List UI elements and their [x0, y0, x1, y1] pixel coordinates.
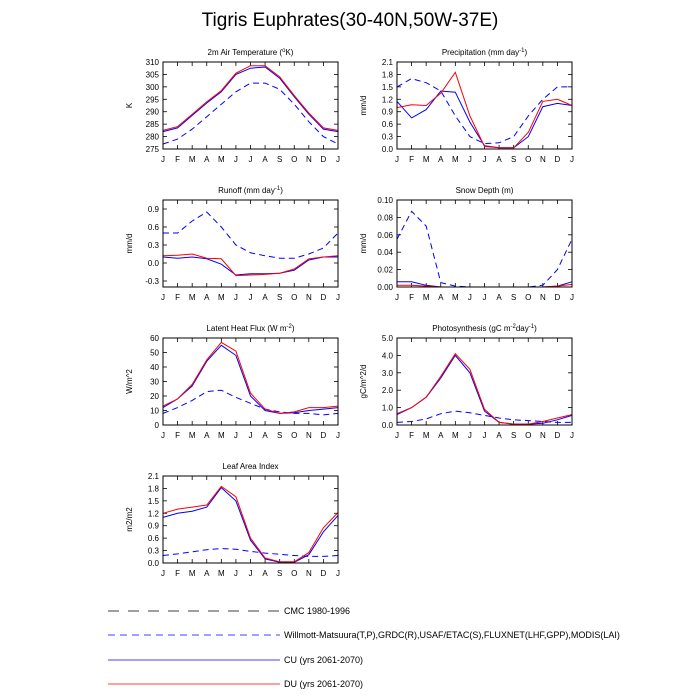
x-tick-label: D: [554, 155, 561, 164]
x-tick-label: N: [539, 155, 546, 164]
legend-item-cmc: [108, 606, 350, 616]
x-tick-label: J: [233, 155, 238, 164]
series-line-obs: [397, 211, 572, 287]
x-tick-label: J: [395, 431, 399, 440]
x-tick-label: M: [422, 155, 430, 164]
x-tick-label: J: [570, 155, 574, 164]
x-tick-label: J: [248, 431, 253, 440]
x-tick-label: O: [291, 293, 298, 302]
y-tick-label: 0.9: [147, 205, 159, 214]
y-tick-label: 4.0: [381, 351, 393, 361]
y-tick-label: 1.2: [147, 509, 159, 519]
y-tick-label: 0.3: [147, 241, 159, 250]
y-tick-label: 0.6: [147, 534, 159, 544]
x-tick-label: S: [276, 293, 283, 302]
y-tick-label: 0.00: [377, 283, 393, 292]
x-tick-label: D: [554, 293, 561, 302]
legend-item-cu: [108, 655, 363, 665]
x-tick-label: M: [188, 155, 196, 164]
x-tick-label: A: [262, 431, 268, 440]
chart-panel-0: [125, 48, 340, 164]
y-tick-label: 0.6: [147, 223, 159, 232]
x-tick-label: O: [291, 155, 298, 164]
y-tick-label: 1.2: [381, 95, 393, 105]
x-tick-label: N: [305, 155, 312, 164]
x-tick-label: M: [217, 293, 225, 302]
x-tick-label: J: [395, 155, 399, 164]
y-tick-label: 30: [150, 377, 159, 387]
y-tick-label: 1.0: [381, 403, 393, 413]
x-tick-label: J: [482, 155, 487, 164]
x-tick-label: J: [336, 155, 340, 164]
y-tick-label: 305: [145, 70, 159, 80]
chart-title: Runoff (mm day$^{-1}$): [218, 186, 283, 195]
y-tick-label: 0.06: [377, 230, 393, 240]
y-axis-label: mm/d: [125, 233, 134, 254]
x-tick-label: J: [570, 431, 574, 440]
x-tick-label: F: [409, 431, 415, 440]
y-tick-label: 1.8: [147, 484, 159, 494]
legend-item-obs: [108, 630, 620, 640]
y-tick-label: 300: [145, 82, 159, 92]
series-line-obs: [163, 83, 338, 144]
y-tick-label: 10: [150, 406, 159, 416]
x-tick-label: M: [217, 569, 225, 578]
x-tick-label: J: [482, 293, 487, 302]
x-tick-label: M: [188, 431, 196, 440]
x-tick-label: A: [204, 155, 210, 164]
y-tick-label: 1.5: [147, 496, 159, 506]
x-tick-label: S: [276, 155, 283, 164]
y-tick-label: 2.1: [147, 472, 159, 481]
y-axis-label: W/m^2: [125, 369, 134, 394]
x-tick-label: J: [161, 569, 165, 578]
legend-label: CMC 1980-1996: [284, 606, 351, 616]
y-tick-label: 3.0: [381, 368, 393, 378]
y-tick-label: 0.9: [381, 107, 393, 117]
chart-title: Photosynthesis (gC $m^{-2}day^{-1}$): [432, 324, 537, 333]
x-tick-label: F: [175, 155, 181, 164]
x-tick-label: S: [276, 431, 283, 440]
x-tick-label: N: [539, 293, 546, 302]
chart-title: Precipitation (mm day$^{-1}$): [441, 48, 528, 57]
x-tick-label: A: [262, 155, 268, 164]
x-tick-label: F: [409, 293, 415, 302]
series-line-cu: [163, 67, 338, 132]
y-tick-label: 5.0: [381, 334, 393, 343]
x-tick-label: A: [438, 155, 444, 164]
chart-title: Latent Heat Flux (W $m^{-2}$): [206, 324, 295, 333]
y-tick-label: 60: [150, 334, 159, 343]
y-tick-label: 295: [145, 95, 159, 105]
series-line-du: [397, 72, 572, 147]
x-tick-label: M: [451, 293, 459, 302]
series-line-cu: [397, 91, 572, 148]
y-tick-label: 0.6: [381, 120, 393, 130]
x-tick-label: S: [276, 569, 283, 578]
y-tick-label: 2.1: [381, 58, 393, 67]
x-tick-label: J: [467, 293, 472, 302]
x-tick-label: A: [438, 431, 444, 440]
chart-panel-2: [125, 186, 340, 302]
chart-title: Leaf Area Index: [222, 462, 279, 471]
series-line-cu: [163, 488, 338, 563]
x-tick-label: S: [510, 155, 517, 164]
y-tick-label: -0.3: [145, 277, 159, 286]
x-tick-label: F: [409, 155, 415, 164]
x-tick-label: J: [467, 155, 472, 164]
x-tick-label: A: [204, 293, 210, 302]
x-tick-label: O: [291, 431, 298, 440]
x-tick-label: A: [204, 431, 210, 440]
chart-panel-1: [359, 48, 574, 164]
x-tick-label: J: [248, 569, 253, 578]
y-tick-label: 1.8: [381, 70, 393, 80]
x-tick-label: N: [305, 569, 312, 578]
x-tick-label: J: [161, 293, 165, 302]
x-tick-label: N: [305, 431, 312, 440]
y-tick-label: 275: [145, 145, 159, 154]
y-tick-label: 285: [145, 120, 159, 130]
x-tick-label: D: [320, 569, 327, 578]
x-tick-label: A: [262, 293, 268, 302]
x-tick-label: N: [539, 431, 546, 440]
series-line-cu: [397, 355, 572, 424]
series-line-obs: [163, 212, 338, 258]
y-tick-label: 2.0: [381, 386, 393, 396]
x-tick-label: J: [248, 155, 253, 164]
chart-panel-3: [359, 186, 574, 302]
y-tick-label: 0.02: [377, 265, 393, 275]
y-tick-label: 0.3: [147, 546, 159, 556]
page-title: Tigris Euphrates(30-40N,50W-37E): [201, 10, 499, 31]
x-tick-label: D: [320, 293, 327, 302]
y-tick-label: 0.0: [147, 559, 159, 568]
y-tick-label: 0.0: [381, 145, 393, 154]
x-tick-label: J: [336, 569, 340, 578]
x-tick-label: J: [233, 293, 238, 302]
y-axis-label: K: [125, 102, 134, 109]
x-tick-label: J: [336, 431, 340, 440]
chart-title: Snow Depth (m): [455, 186, 514, 195]
x-tick-label: D: [320, 431, 327, 440]
x-tick-label: S: [510, 431, 517, 440]
x-tick-label: J: [336, 293, 340, 302]
legend-item-du: [108, 679, 363, 689]
y-tick-label: 0.08: [377, 213, 393, 223]
y-tick-label: 0.3: [381, 132, 393, 142]
x-tick-label: O: [525, 293, 532, 302]
x-tick-label: A: [204, 569, 210, 578]
y-tick-label: 0.10: [377, 196, 393, 205]
series-line-cu: [163, 257, 338, 275]
y-tick-label: 310: [145, 58, 159, 67]
x-tick-label: F: [175, 569, 181, 578]
y-tick-label: 40: [150, 363, 159, 372]
x-tick-label: D: [554, 431, 561, 440]
x-tick-label: O: [525, 431, 532, 440]
x-tick-label: A: [262, 569, 268, 578]
x-tick-label: M: [422, 431, 430, 440]
y-axis-label: mm/d: [359, 95, 368, 116]
y-tick-label: 50: [150, 348, 159, 358]
x-tick-label: J: [395, 293, 399, 302]
y-tick-label: 0.0: [147, 259, 159, 268]
x-tick-label: A: [496, 293, 502, 302]
x-tick-label: J: [570, 293, 574, 302]
series-line-du: [163, 342, 338, 413]
x-tick-label: O: [291, 569, 298, 578]
x-tick-label: J: [467, 431, 472, 440]
y-axis-label: m2/m2: [125, 507, 134, 532]
x-tick-label: J: [233, 431, 238, 440]
chart-panel-4: [125, 324, 340, 440]
y-axis-label: mm/d: [359, 233, 368, 254]
x-tick-label: M: [217, 155, 225, 164]
x-tick-label: J: [161, 431, 165, 440]
x-tick-label: M: [422, 293, 430, 302]
y-tick-label: 0.0: [381, 421, 393, 430]
y-tick-label: 20: [150, 392, 159, 401]
y-tick-label: 290: [145, 107, 159, 117]
x-tick-label: J: [233, 569, 238, 578]
series-line-obs: [163, 390, 338, 415]
x-tick-label: A: [496, 155, 502, 164]
x-tick-label: O: [525, 155, 532, 164]
y-tick-label: 0: [154, 421, 159, 430]
x-tick-label: N: [305, 293, 312, 302]
chart-title: 2m Air Temperature ($^o$K): [207, 48, 294, 57]
x-tick-label: D: [320, 155, 327, 164]
x-tick-label: J: [248, 293, 253, 302]
y-tick-label: 0.04: [377, 248, 393, 258]
x-tick-label: J: [482, 431, 487, 440]
y-tick-label: 280: [145, 132, 159, 142]
x-tick-label: J: [161, 155, 165, 164]
chart-panel-6: [125, 462, 340, 578]
legend-label: CU (yrs 2061-2070): [284, 655, 364, 665]
series-line-du: [163, 66, 338, 131]
x-tick-label: A: [496, 431, 502, 440]
x-tick-label: S: [510, 293, 517, 302]
x-tick-label: M: [217, 431, 225, 440]
x-tick-label: M: [188, 569, 196, 578]
plot-frame: [163, 62, 338, 149]
x-tick-label: F: [175, 431, 181, 440]
x-tick-label: F: [175, 293, 181, 302]
plot-frame: [163, 338, 338, 425]
series-line-du: [397, 354, 572, 424]
chart-panel-5: [359, 324, 574, 440]
plot-frame: [397, 338, 572, 425]
y-tick-label: 1.5: [381, 82, 393, 92]
x-tick-label: A: [438, 293, 444, 302]
x-tick-label: M: [451, 155, 459, 164]
plot-frame: [397, 200, 572, 287]
x-tick-label: M: [451, 431, 459, 440]
y-tick-label: 0.9: [147, 521, 159, 531]
legend-label: Willmott-Matsuura(T,P),GRDC(R),USAF/ETAC(S),FLUXNET(LHF,GPP),MODIS(LAI): [284, 630, 620, 640]
legend-label: DU (yrs 2061-2070): [284, 679, 364, 689]
x-tick-label: M: [188, 293, 196, 302]
y-axis-label: gC/m^2/d: [359, 364, 368, 399]
